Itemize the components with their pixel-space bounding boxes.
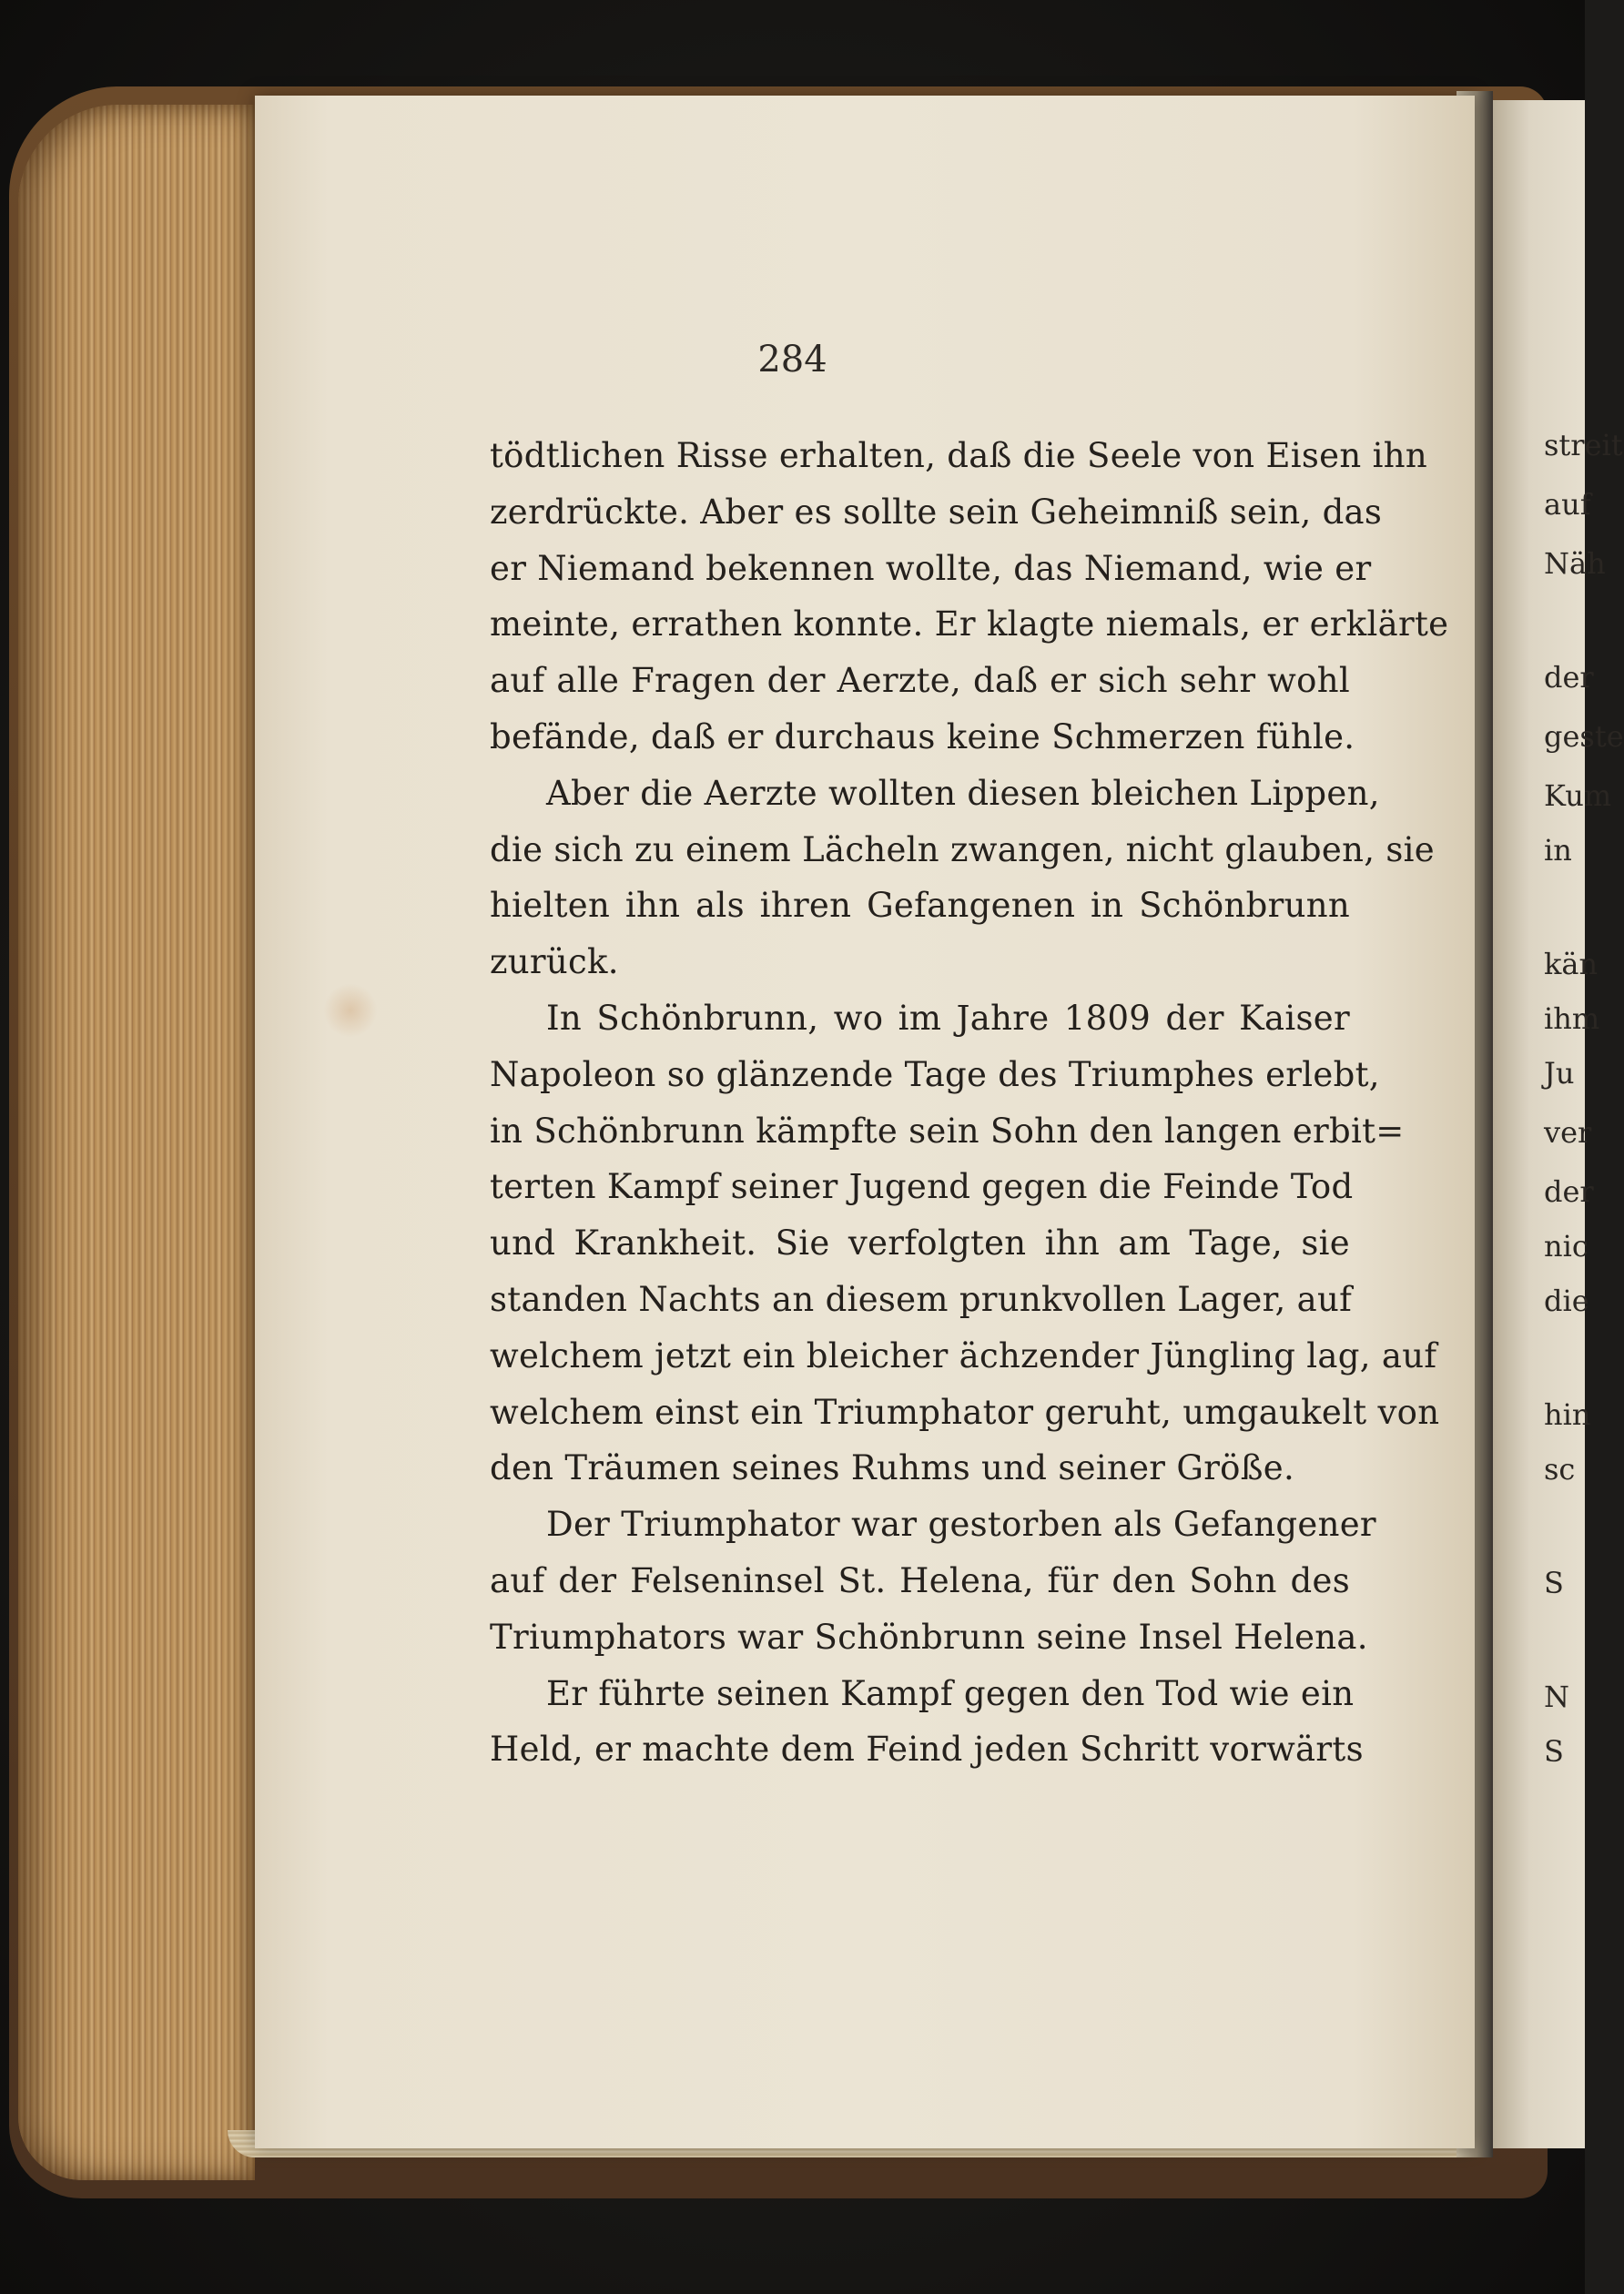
text-line: tödtlichen Risse erhalten, daß die Seele von Eisen ihn bbox=[490, 436, 1427, 475]
text-line: die sich zu einem Lächeln zwangen, nicht glauben, sie bbox=[490, 829, 1435, 869]
body-text bbox=[490, 428, 1449, 1778]
text-line: er Niemand bekennen wollte, das Niemand, wie er bbox=[490, 548, 1372, 588]
text-line: befände, daß er durchaus keine Schmerzen fühle. bbox=[490, 716, 1355, 756]
text-line: zerdrückte. Aber es sollte sein Geheimniß sein, das bbox=[490, 492, 1383, 532]
facing-fragment: sc bbox=[1544, 1452, 1576, 1487]
text-line: und Krankheit. Sie verfolgten ihn am Tage, sie bbox=[490, 1223, 1350, 1264]
text-line: Held, er machte dem Feind jeden Schritt vorwärts bbox=[490, 1730, 1364, 1770]
facing-fragment: Kum bbox=[1544, 778, 1612, 813]
text-line: welchem jetzt ein bleicher ächzender Jüngling lag, auf bbox=[490, 1335, 1437, 1375]
facing-fragment: Ju bbox=[1544, 1056, 1575, 1091]
facing-fragment: kän bbox=[1544, 947, 1599, 981]
facing-fragment: ihm bbox=[1544, 1001, 1600, 1036]
text-line: Triumphators war Schönbrunn seine Insel Helena. bbox=[490, 1617, 1368, 1657]
facing-fragment: auf bbox=[1544, 487, 1591, 522]
text-line: terten Kampf seiner Jugend gegen die Feinde Tod bbox=[490, 1167, 1354, 1207]
page-stain bbox=[323, 983, 378, 1038]
text-line: In Schönbrunn, wo im Jahre 1809 der Kaiser bbox=[546, 998, 1350, 1038]
facing-fragment: ver bbox=[1544, 1115, 1592, 1150]
facing-fragment: der bbox=[1544, 660, 1594, 695]
text-line: auf alle Fragen der Aerzte, daß er sich sehr wohl bbox=[490, 661, 1350, 701]
text-line: meinte, errathen konnte. Er klagte niemals, er erklärte bbox=[490, 604, 1449, 645]
text-line: auf der Felseninsel St. Helena, für den Sohn des bbox=[490, 1560, 1350, 1600]
facing-fragment: die bbox=[1544, 1284, 1589, 1318]
facing-fragment: N bbox=[1544, 1680, 1569, 1714]
facing-fragment: S bbox=[1544, 1566, 1564, 1600]
text-line: in Schönbrunn kämpfte sein Sohn den langen erbit= bbox=[490, 1111, 1405, 1151]
text-line: zurück. bbox=[490, 942, 619, 982]
facing-fragment: S bbox=[1544, 1734, 1564, 1769]
facing-fragment: der bbox=[1544, 1174, 1594, 1209]
text-line: Aber die Aerzte wollten diesen bleichen Lippen, bbox=[546, 773, 1380, 813]
text-line: hielten ihn als ihren Gefangenen in Schönbrunn bbox=[490, 886, 1350, 926]
facing-fragment: in bbox=[1544, 833, 1572, 868]
text-line: Der Triumphator war gestorben als Gefangener bbox=[546, 1505, 1376, 1545]
facing-fragment: nic bbox=[1544, 1229, 1588, 1264]
facing-fragment: Näh bbox=[1544, 546, 1606, 581]
book-page-edges bbox=[18, 105, 255, 2180]
text-line: welchem einst ein Triumphator geruht, umgaukelt von bbox=[490, 1392, 1440, 1432]
facing-fragment: hin bbox=[1544, 1397, 1591, 1432]
text-line: standen Nachts an diesem prunkvollen Lager, auf bbox=[490, 1279, 1353, 1319]
facing-fragment: geste bbox=[1544, 719, 1624, 754]
facing-fragment: streit bbox=[1544, 428, 1623, 462]
page-number: 284 bbox=[757, 339, 827, 381]
text-line: den Träumen seines Ruhms und seiner Größe. bbox=[490, 1448, 1295, 1488]
text-line: Er führte seinen Kampf gegen den Tod wie ein bbox=[546, 1673, 1355, 1713]
text-line: Napoleon so glänzende Tage des Triumphes erlebt, bbox=[490, 1054, 1380, 1094]
